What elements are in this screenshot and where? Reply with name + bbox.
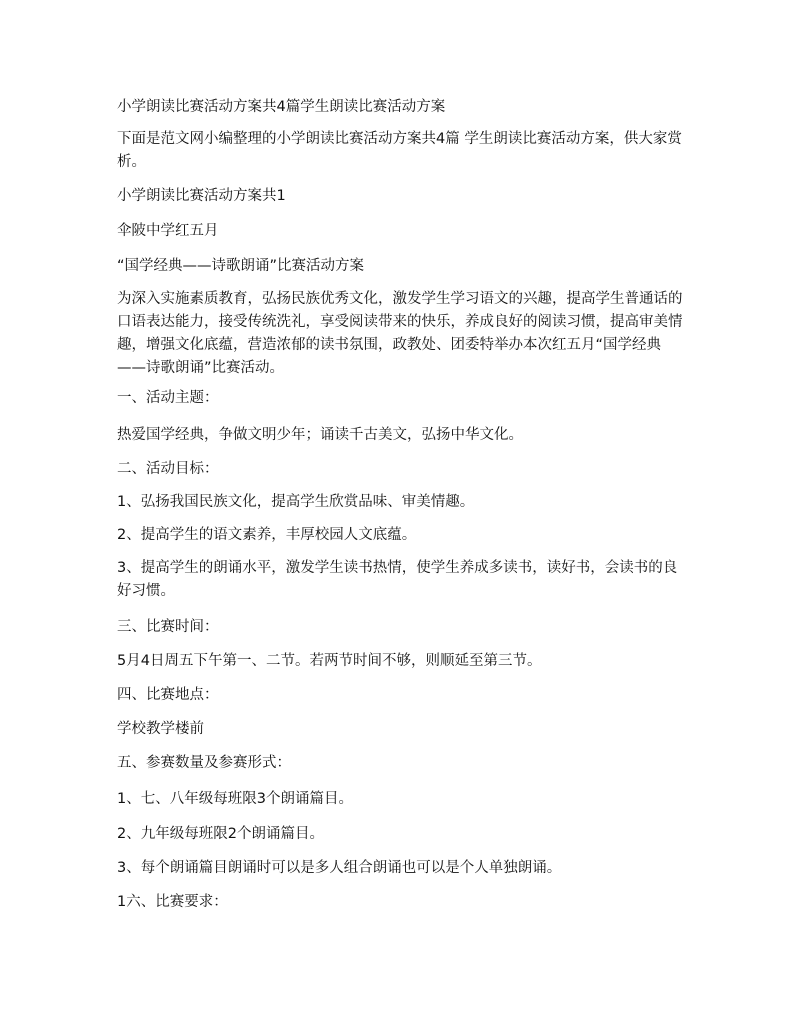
- theme-text: 热爱国学经典，争做文明少年；诵读千古美文，弘扬中华文化。: [117, 427, 523, 443]
- goal-item-3: 3、提高学生的朗诵水平，激发学生读书热情，使学生养成多读书，读好书，会读书的良好习惯。: [117, 560, 678, 599]
- goal-item-2: 2、提高学生的语文素养，丰厚校园人文底蕴。: [117, 527, 417, 543]
- goal-item-1: 1、弘扬我国民族文化，提高学生欣赏品味、审美情趣。: [117, 494, 475, 510]
- purpose-paragraph: 为深入实施素质教育，弘扬民族优秀文化，激发学生学习语文的兴趣，提高学生普通话的口语表达能力，接受传统洗礼，享受阅读带来的快乐，养成良好的阅读习惯，提高审美情趣，增强文化底蕴，营造浓郁的读书氛围，政教处、团委特举办本次红五月“国学经典——诗歌朗诵”比赛活动。: [117, 291, 683, 376]
- heading-quota: 五、参赛数量及参赛形式：: [117, 755, 291, 771]
- time-text: 5月4日周五下午第一、二节。若两节时间不够，则顺延至第三节。: [117, 653, 542, 669]
- plan-title: “国学经典——诗歌朗诵”比赛活动方案: [117, 258, 365, 274]
- heading-theme: 一、活动主题：: [117, 390, 219, 406]
- heading-time: 三、比赛时间：: [117, 619, 219, 635]
- quota-item-1: 1、七、八年级每班限3个朗诵篇目。: [117, 791, 353, 807]
- section-heading: 小学朗读比赛活动方案共1: [117, 188, 286, 204]
- intro-paragraph: 下面是范文网小编整理的小学朗读比赛活动方案共4篇 学生朗读比赛活动方案，供大家赏析。: [117, 131, 682, 170]
- heading-requirements: 1六、比赛要求：: [117, 894, 228, 910]
- heading-goals: 二、活动目标：: [117, 461, 219, 477]
- quota-item-2: 2、九年级每班限2个朗诵篇目。: [117, 826, 324, 842]
- heading-place: 四、比赛地点：: [117, 687, 219, 703]
- quota-item-3: 3、每个朗诵篇目朗诵时可以是多人组合朗诵也可以是个人单独朗诵。: [117, 860, 562, 876]
- school-line: 伞陂中学红五月: [117, 223, 219, 239]
- document-title: 小学朗读比赛活动方案共4篇学生朗读比赛活动方案: [117, 99, 446, 115]
- place-text: 学校教学楼前: [117, 721, 204, 737]
